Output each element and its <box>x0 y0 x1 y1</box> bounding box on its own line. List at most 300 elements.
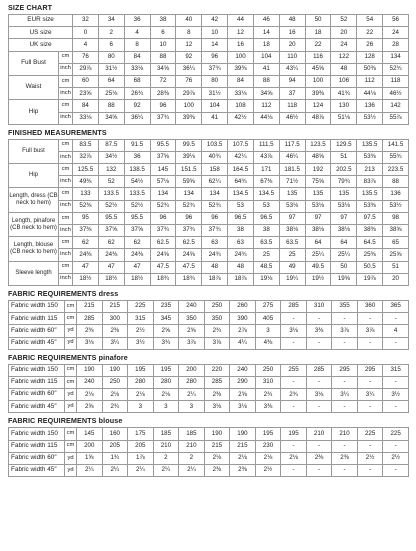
value-cell: 24¾ <box>202 249 228 261</box>
measure-row <box>9 75 409 87</box>
value-cell: 250 <box>204 300 230 312</box>
row-label: Fabric width 60″ <box>9 452 65 464</box>
value-cell: 3⅛ <box>77 337 103 349</box>
value-cell: 63 <box>228 237 254 249</box>
value-cell: - <box>332 465 358 477</box>
value-cell: - <box>281 376 307 388</box>
value-cell: 355 <box>332 300 358 312</box>
value-cell: - <box>383 465 409 477</box>
value-cell: 275 <box>255 300 281 312</box>
value-cell: 2⅛ <box>128 389 154 401</box>
value-cell: 62 <box>73 237 99 249</box>
value-cell: 3½ <box>128 337 154 349</box>
value-cell: 28⅜ <box>150 88 176 100</box>
value-cell: 3⅜ <box>306 325 332 337</box>
value-cell: 2⅛ <box>153 389 179 401</box>
value-cell: 36 <box>124 15 150 27</box>
value-cell: 192 <box>305 164 331 176</box>
value-cell: 97.5 <box>357 212 383 224</box>
value-cell: 39⅜ <box>176 112 202 124</box>
value-cell: 285 <box>204 376 230 388</box>
value-cell: 53⅛ <box>279 200 305 212</box>
value-cell: 16 <box>279 27 305 39</box>
finished-row <box>9 176 409 188</box>
value-cell: 52⅜ <box>73 200 99 212</box>
unit-cell: cm <box>65 313 77 325</box>
value-cell: 38 <box>150 15 176 27</box>
unit-cell: cm <box>65 300 77 312</box>
value-cell: - <box>306 337 332 349</box>
fabric-pinafore-table <box>8 364 409 414</box>
value-cell: 42 <box>202 15 228 27</box>
value-cell: 18½ <box>124 273 150 285</box>
value-cell: 107.5 <box>228 139 254 151</box>
value-cell: 46 <box>253 15 279 27</box>
value-cell: 95 <box>73 212 99 224</box>
value-cell: 164.5 <box>228 164 254 176</box>
value-cell: 34⅝ <box>253 88 279 100</box>
value-cell: - <box>306 313 332 325</box>
unit-cell: inch <box>59 225 73 237</box>
value-cell: 98 <box>383 212 409 224</box>
value-cell: 37⅝ <box>150 151 176 163</box>
value-cell: 10 <box>150 39 176 51</box>
value-cell: 64.5 <box>357 237 383 249</box>
value-cell: 63.5 <box>253 237 279 249</box>
value-cell: 225 <box>128 300 154 312</box>
value-cell: 48.5 <box>253 261 279 273</box>
value-cell: 2½ <box>255 465 281 477</box>
value-cell: 390 <box>230 313 256 325</box>
value-cell: 111.5 <box>253 139 279 151</box>
value-cell: 295 <box>357 364 383 376</box>
value-cell: 40¾ <box>202 151 228 163</box>
value-cell: 134.5 <box>228 188 254 200</box>
value-cell: 2¼ <box>179 389 205 401</box>
value-cell: - <box>306 440 332 452</box>
unit-cell: inch <box>59 249 73 261</box>
value-cell: 84 <box>73 100 99 112</box>
row-label: Fabric width 115 <box>9 313 65 325</box>
value-cell: 3⅞ <box>204 337 230 349</box>
value-cell: 44⅛ <box>357 88 383 100</box>
value-cell: 49 <box>279 261 305 273</box>
value-cell: 48 <box>228 261 254 273</box>
finished-row <box>9 273 409 285</box>
value-cell: 171 <box>253 164 279 176</box>
value-cell: 200 <box>179 364 205 376</box>
value-cell: 2⅝ <box>77 401 103 413</box>
value-cell: 8 <box>176 27 202 39</box>
value-cell: 134.5 <box>253 188 279 200</box>
value-cell: 350 <box>204 313 230 325</box>
row-label: Length, blouse (CB neck to hem) <box>9 237 59 261</box>
fabric-row <box>9 428 409 440</box>
unit-cell: yd <box>65 389 77 401</box>
value-cell: 133 <box>73 188 99 200</box>
value-cell: 0 <box>73 27 99 39</box>
fabric-row <box>9 325 409 337</box>
value-cell: 60 <box>73 75 99 87</box>
value-cell: 210 <box>179 440 205 452</box>
value-cell: 96 <box>150 212 176 224</box>
value-cell: 20 <box>279 39 305 51</box>
value-cell: 405 <box>255 313 281 325</box>
value-cell: 2¼ <box>77 465 103 477</box>
value-cell: 38 <box>228 225 254 237</box>
value-cell: 215 <box>230 440 256 452</box>
value-cell: 37¾ <box>202 225 228 237</box>
value-cell: 80 <box>202 75 228 87</box>
value-cell: 46¼ <box>279 151 305 163</box>
value-cell: 83.5 <box>73 139 99 151</box>
fabric-row <box>9 440 409 452</box>
value-cell: 41 <box>253 63 279 75</box>
value-cell: 108 <box>228 100 254 112</box>
value-cell: 43¼ <box>279 63 305 75</box>
value-cell: 68 <box>124 75 150 87</box>
value-cell: 215 <box>77 300 103 312</box>
value-cell: 210 <box>306 428 332 440</box>
value-cell: 8 <box>124 39 150 51</box>
value-cell: 3 <box>179 401 205 413</box>
value-cell: 1⅝ <box>77 452 103 464</box>
value-cell: 48 <box>202 261 228 273</box>
fabric-row <box>9 401 409 413</box>
value-cell: 3⅞ <box>332 325 358 337</box>
value-cell: 47 <box>124 261 150 273</box>
value-cell: 2⅜ <box>77 325 103 337</box>
value-cell: 18 <box>253 39 279 51</box>
size-row <box>9 15 409 27</box>
unit-cell: cm <box>59 100 73 112</box>
finished-row <box>9 237 409 249</box>
value-cell: 235 <box>153 300 179 312</box>
value-cell: - <box>281 337 307 349</box>
value-cell: 136 <box>383 188 409 200</box>
value-cell: 38⅛ <box>279 225 305 237</box>
value-cell: 106 <box>331 75 357 87</box>
value-cell: 112 <box>357 75 383 87</box>
value-cell: 52¾ <box>176 200 202 212</box>
unit-cell: inch <box>59 88 73 100</box>
value-cell: 26 <box>357 39 383 51</box>
value-cell: 3¼ <box>332 389 358 401</box>
finished-row <box>9 164 409 176</box>
finished-row <box>9 249 409 261</box>
value-cell: 125.5 <box>73 164 99 176</box>
value-cell: 134 <box>150 188 176 200</box>
value-cell: 25⅜ <box>357 249 383 261</box>
value-cell: 18¾ <box>176 273 202 285</box>
value-cell: 190 <box>230 428 256 440</box>
unit-cell: cm <box>65 440 77 452</box>
value-cell: 215 <box>204 440 230 452</box>
value-cell: 29⅞ <box>176 88 202 100</box>
value-cell: 103.5 <box>202 139 228 151</box>
value-cell: 240 <box>77 376 103 388</box>
value-cell: 123.5 <box>305 139 331 151</box>
value-cell: 47 <box>98 261 124 273</box>
value-cell: 24¾ <box>228 249 254 261</box>
value-cell: 14 <box>253 27 279 39</box>
value-cell: 92 <box>176 51 202 63</box>
section-title-fabric-pinafore <box>8 352 408 364</box>
value-cell: 4⅜ <box>255 337 281 349</box>
unit-cell: yd <box>65 452 77 464</box>
value-cell: 133.5 <box>98 188 124 200</box>
value-cell: 96 <box>176 212 202 224</box>
value-cell: 18 <box>305 27 331 39</box>
value-cell: 96.5 <box>228 212 254 224</box>
value-cell: 136 <box>357 100 383 112</box>
value-cell: 4 <box>124 27 150 39</box>
value-cell: 240 <box>230 364 256 376</box>
row-label: Waist <box>9 75 59 99</box>
value-cell: 53½ <box>357 112 383 124</box>
value-cell: 100 <box>305 75 331 87</box>
value-cell: 135 <box>305 188 331 200</box>
value-cell: 65 <box>383 237 409 249</box>
value-cell: 59⅝ <box>176 176 202 188</box>
value-cell: 4¼ <box>230 337 256 349</box>
value-cell: - <box>383 313 409 325</box>
value-cell: 46½ <box>383 88 409 100</box>
value-cell: - <box>332 440 358 452</box>
row-label: UK size <box>9 39 73 51</box>
value-cell: - <box>383 337 409 349</box>
value-cell: 50 <box>331 261 357 273</box>
row-label: Fabric width 60″ <box>9 389 65 401</box>
fabric-row <box>9 465 409 477</box>
value-cell: 250 <box>255 364 281 376</box>
value-cell: 213 <box>357 164 383 176</box>
value-cell: 37⅜ <box>73 225 99 237</box>
value-cell: 92 <box>124 100 150 112</box>
value-cell: 36 <box>124 151 150 163</box>
unit-cell: cm <box>65 364 77 376</box>
value-cell: 4 <box>383 325 409 337</box>
value-cell: 48⅝ <box>305 151 331 163</box>
value-cell: 158 <box>202 164 228 176</box>
value-cell: 14 <box>202 39 228 51</box>
value-cell: 130 <box>331 100 357 112</box>
value-cell: 88 <box>150 51 176 63</box>
value-cell: 134 <box>176 188 202 200</box>
value-cell: 2½ <box>128 325 154 337</box>
finished-row <box>9 200 409 212</box>
value-cell: 3¾ <box>153 337 179 349</box>
value-cell: 53⅜ <box>357 151 383 163</box>
fabric-title-garment: blouse <box>98 416 123 426</box>
section-title-fabric-blouse <box>8 415 408 427</box>
row-label: Fabric width 45″ <box>9 465 65 477</box>
value-cell: - <box>306 401 332 413</box>
value-cell: 32 <box>73 15 99 27</box>
value-cell: 49⅜ <box>73 176 99 188</box>
value-cell: 2⅜ <box>306 452 332 464</box>
value-cell: - <box>306 465 332 477</box>
unit-cell: yd <box>65 401 77 413</box>
value-cell: 280 <box>153 376 179 388</box>
value-cell: 52½ <box>98 200 124 212</box>
value-cell: 134 <box>383 51 409 63</box>
unit-cell: yd <box>65 325 77 337</box>
value-cell: 345 <box>153 313 179 325</box>
row-label: Hip <box>9 100 59 124</box>
value-cell: 135 <box>279 188 305 200</box>
unit-cell: inch <box>59 151 73 163</box>
value-cell: 3⅜ <box>255 401 281 413</box>
value-cell: 42¼ <box>228 151 254 163</box>
value-cell: 2⅜ <box>102 325 128 337</box>
unit-cell: cm <box>59 237 73 249</box>
value-cell: 2⅜ <box>204 389 230 401</box>
value-cell: 134 <box>202 188 228 200</box>
value-cell: 2¾ <box>102 401 128 413</box>
value-cell: 26¾ <box>124 88 150 100</box>
value-cell: 2⅜ <box>332 452 358 464</box>
fabric-row <box>9 389 409 401</box>
value-cell: 37⅝ <box>124 225 150 237</box>
value-cell: - <box>357 465 383 477</box>
finished-measurements-table <box>8 139 409 286</box>
value-cell: 96 <box>202 212 228 224</box>
unit-cell: cm <box>59 51 73 63</box>
value-cell: 44 <box>228 15 254 27</box>
value-cell: 18⅞ <box>202 273 228 285</box>
value-cell: 112 <box>253 100 279 112</box>
value-cell: 2⅝ <box>179 325 205 337</box>
value-cell: 37¾ <box>202 63 228 75</box>
value-cell: 29⅞ <box>73 63 99 75</box>
value-cell: 95.5 <box>124 212 150 224</box>
value-cell: 28 <box>383 39 409 51</box>
value-cell: 185 <box>179 428 205 440</box>
unit-cell: cm <box>59 212 73 224</box>
size-row <box>9 39 409 51</box>
value-cell: 225 <box>357 428 383 440</box>
value-cell: 3⅞ <box>179 337 205 349</box>
value-cell: 62.5 <box>176 237 202 249</box>
value-cell: 50⅜ <box>357 63 383 75</box>
row-label: Length, dress (CB neck to hem) <box>9 188 59 212</box>
value-cell: 2¾ <box>204 325 230 337</box>
value-cell: 190 <box>204 428 230 440</box>
value-cell: 25 <box>279 249 305 261</box>
value-cell: 37¾ <box>150 112 176 124</box>
value-cell: 3 <box>255 325 281 337</box>
value-cell: 202.5 <box>331 164 357 176</box>
value-cell: 62¼ <box>202 176 228 188</box>
value-cell: 97 <box>305 212 331 224</box>
value-cell: - <box>281 440 307 452</box>
value-cell: 99.5 <box>176 139 202 151</box>
value-cell: - <box>383 440 409 452</box>
value-cell: 295 <box>332 364 358 376</box>
row-label: Full Bust <box>9 51 59 75</box>
value-cell: 240 <box>179 300 205 312</box>
value-cell: 16 <box>228 39 254 51</box>
value-cell: 200 <box>77 440 103 452</box>
value-cell: 2⅛ <box>255 452 281 464</box>
value-cell: 53½ <box>383 200 409 212</box>
value-cell: 75⅝ <box>305 176 331 188</box>
value-cell: 52 <box>98 176 124 188</box>
value-cell: 260 <box>230 300 256 312</box>
value-cell: 23⅝ <box>73 88 99 100</box>
value-cell: 63.5 <box>279 237 305 249</box>
value-cell: 141.5 <box>383 139 409 151</box>
value-cell: 3 <box>153 401 179 413</box>
value-cell: 57⅛ <box>150 176 176 188</box>
value-cell: 37⅝ <box>98 225 124 237</box>
value-cell: 315 <box>128 313 154 325</box>
value-cell: 67⅜ <box>253 176 279 188</box>
value-cell: 255 <box>281 364 307 376</box>
value-cell: 10 <box>202 27 228 39</box>
value-cell: 63 <box>202 237 228 249</box>
value-cell: 280 <box>179 376 205 388</box>
value-cell: 3⅞ <box>357 325 383 337</box>
value-cell: 50.5 <box>357 261 383 273</box>
value-cell: 225 <box>383 428 409 440</box>
value-cell: 300 <box>102 313 128 325</box>
row-label: Fabric width 45″ <box>9 337 65 349</box>
value-cell: 83⅞ <box>357 176 383 188</box>
value-cell: 365 <box>383 300 409 312</box>
value-cell: 285 <box>77 313 103 325</box>
section-title-size-chart: SIZE CHART <box>8 3 53 12</box>
value-cell: 2¼ <box>128 465 154 477</box>
fabric-title-prefix: FABRIC REQUIREMENTS <box>8 352 97 362</box>
size-chart-table <box>8 14 409 125</box>
value-cell: 3⅛ <box>204 401 230 413</box>
value-cell: 38⅛ <box>305 225 331 237</box>
value-cell: 215 <box>102 300 128 312</box>
value-cell: 84 <box>228 75 254 87</box>
value-cell: 96.5 <box>253 212 279 224</box>
value-cell: 104 <box>202 100 228 112</box>
size-chart-page <box>0 2 416 551</box>
value-cell: 195 <box>153 364 179 376</box>
measure-row <box>9 100 409 112</box>
value-cell: 285 <box>281 300 307 312</box>
value-cell: 97 <box>331 212 357 224</box>
unit-cell: inch <box>59 63 73 75</box>
fabric-row <box>9 313 409 325</box>
fabric-row <box>9 337 409 349</box>
value-cell: 2⅛ <box>204 452 230 464</box>
value-cell: 79¾ <box>331 176 357 188</box>
fabric-title-garment: dress <box>98 288 119 298</box>
value-cell: 2⅝ <box>230 389 256 401</box>
unit-cell: yd <box>65 465 77 477</box>
value-cell: - <box>357 440 383 452</box>
value-cell: 19⅞ <box>357 273 383 285</box>
measure-row <box>9 63 409 75</box>
value-cell: 45⅝ <box>305 63 331 75</box>
value-cell: 62.5 <box>150 237 176 249</box>
fabric-row <box>9 300 409 312</box>
value-cell: 6 <box>150 27 176 39</box>
value-cell: 25 <box>253 249 279 261</box>
value-cell: 104 <box>253 51 279 63</box>
value-cell: 64 <box>331 237 357 249</box>
value-cell: 24 <box>331 39 357 51</box>
value-cell: - <box>357 313 383 325</box>
value-cell: 72 <box>150 75 176 87</box>
